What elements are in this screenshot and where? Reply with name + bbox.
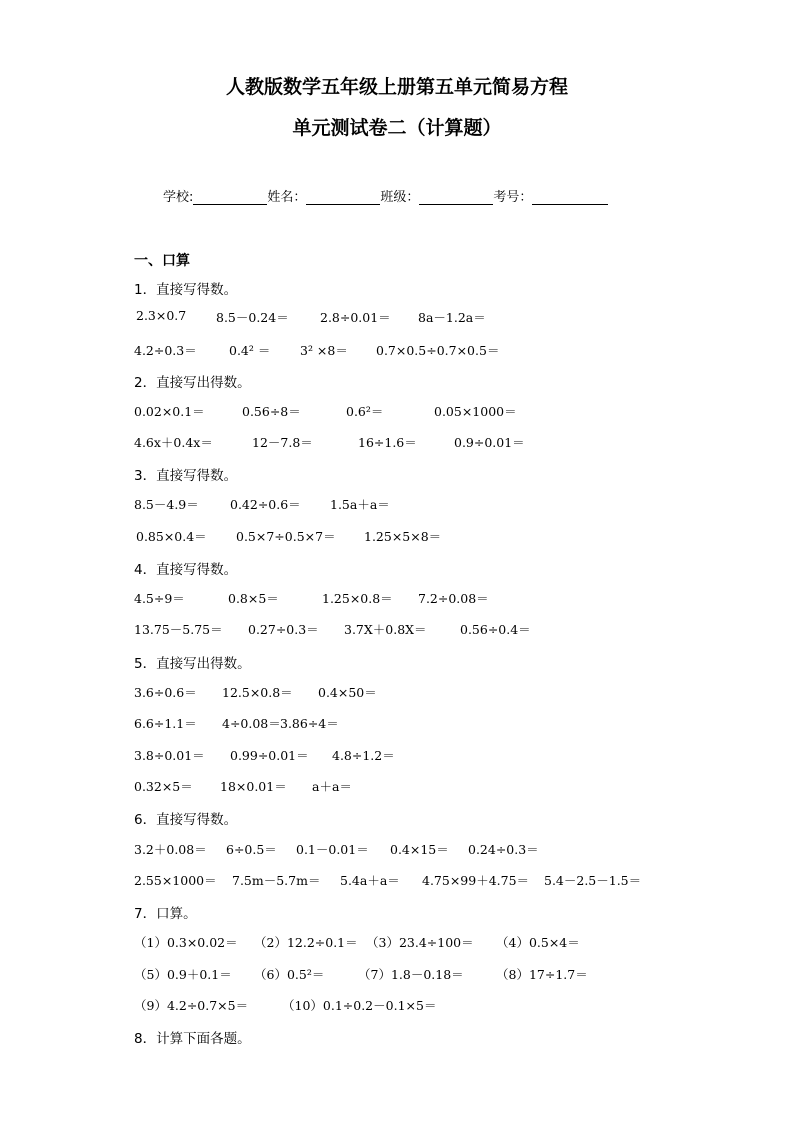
problem: 4.6x＋0.4x＝: [134, 435, 213, 450]
problem: （6）0.5²＝: [254, 967, 325, 982]
problem: （5）0.9＋0.1＝: [134, 967, 232, 982]
problem: 8.5－4.9＝: [134, 497, 199, 512]
problem: 6÷0.5＝: [226, 842, 277, 857]
problem: 1.25×5×8＝: [364, 529, 442, 544]
problem: （1）0.3×0.02＝: [134, 935, 238, 950]
problem: 6.6÷1.1＝: [134, 716, 197, 731]
page-subtitle: 单元测试卷二（计算题）: [292, 117, 502, 139]
problem: 0.8×5＝: [228, 591, 279, 606]
problem: 2.3×0.7: [136, 308, 187, 323]
problem: 2.55×1000＝: [134, 873, 217, 888]
problem: 0.9÷0.01＝: [454, 435, 525, 450]
problem: 12.5×0.8＝: [222, 685, 293, 700]
problem: 3² ×8＝: [300, 343, 348, 358]
problem: 3.6÷0.6＝: [134, 685, 197, 700]
problem: （10）0.1÷0.2－0.1×5＝: [282, 998, 437, 1013]
problem: 2.8÷0.01＝: [320, 310, 391, 325]
student-info-line: [163, 186, 608, 205]
problem: 0.85×0.4＝: [136, 529, 207, 544]
name-label: 姓名：: [267, 190, 307, 205]
problem: 7.5m－5.7m＝: [232, 873, 321, 888]
question-7-label: 7．口算。: [134, 906, 197, 922]
problem: 0.5×7÷0.5×7＝: [236, 529, 336, 544]
problem: 0.6²＝: [346, 404, 384, 419]
problem: 12－7.8＝: [252, 435, 313, 450]
question-4-label: 4．直接写得数。: [134, 562, 238, 578]
problem: 0.32×5＝: [134, 779, 193, 794]
school-label: 学校:: [163, 190, 194, 205]
problem: 4.5÷9＝: [134, 591, 185, 606]
problem: 0.56÷8＝: [242, 404, 301, 419]
section-heading: 一、口算: [134, 253, 190, 269]
problem: 0.27÷0.3＝: [248, 622, 319, 637]
problem: 16÷1.6＝: [358, 435, 417, 450]
problem: 0.56÷0.4＝: [460, 622, 531, 637]
problem: 3.8÷0.01＝: [134, 748, 205, 763]
problem: 0.05×1000＝: [434, 404, 517, 419]
problem: 3.7X＋0.8X＝: [344, 622, 427, 637]
question-8-label: 8．计算下面各题。: [134, 1031, 251, 1047]
question-2-label: 2．直接写出得数。: [134, 375, 251, 391]
problem: 0.24÷0.3＝: [468, 842, 539, 857]
problem: 0.1－0.01＝: [296, 842, 369, 857]
problem: 0.4×50＝: [318, 685, 377, 700]
problem: 0.99÷0.01＝: [230, 748, 309, 763]
problem: a＋a＝: [312, 779, 352, 794]
problem: （9）4.2÷0.7×5＝: [134, 998, 249, 1013]
problem: 4.8÷1.2＝: [332, 748, 395, 763]
problem: 4.2÷0.3＝: [134, 343, 197, 358]
problem: 5.4－2.5－1.5＝: [544, 873, 642, 888]
problem: 7.2÷0.08＝: [418, 591, 489, 606]
school-blank[interactable]: [193, 190, 267, 205]
problem: 8a－1.2a＝: [418, 310, 486, 325]
problem: 3.86÷4＝: [280, 716, 339, 731]
number-blank[interactable]: [532, 190, 608, 205]
problem: 0.42÷0.6＝: [230, 497, 301, 512]
problem: （7）1.8－0.18＝: [358, 967, 464, 982]
question-6-label: 6．直接写得数。: [134, 812, 238, 828]
problem: 4÷0.08＝: [222, 716, 281, 731]
problem: 3.2＋0.08＝: [134, 842, 207, 857]
class-blank[interactable]: [419, 190, 493, 205]
problem: 0.4² ＝: [229, 343, 271, 358]
problem: 4.75×99＋4.75＝: [422, 873, 530, 888]
problem: 0.4×15＝: [390, 842, 449, 857]
problem: （4）0.5×4＝: [496, 935, 580, 950]
name-blank[interactable]: [306, 190, 380, 205]
problem: 18×0.01＝: [220, 779, 287, 794]
problem: 0.7×0.5÷0.7×0.5＝: [376, 343, 500, 358]
problem: 8.5－0.24＝: [216, 310, 289, 325]
problem: （3）23.4÷100＝: [366, 935, 474, 950]
problem: （8）17÷1.7＝: [496, 967, 588, 982]
problem: 5.4a＋a＝: [340, 873, 400, 888]
problem: 1.25×0.8＝: [322, 591, 393, 606]
problem: 1.5a＋a＝: [330, 497, 390, 512]
problem: （2）12.2÷0.1＝: [254, 935, 358, 950]
problem: 0.02×0.1＝: [134, 404, 205, 419]
question-3-label: 3．直接写得数。: [134, 468, 238, 484]
number-label: 考号：: [493, 190, 533, 205]
problem: 13.75－5.75＝: [134, 622, 223, 637]
page-title: 人教版数学五年级上册第五单元简易方程: [225, 76, 568, 98]
question-5-label: 5．直接写出得数。: [134, 656, 251, 672]
question-1-label: 1．直接写得数。: [134, 282, 238, 298]
class-label: 班级：: [380, 190, 420, 205]
